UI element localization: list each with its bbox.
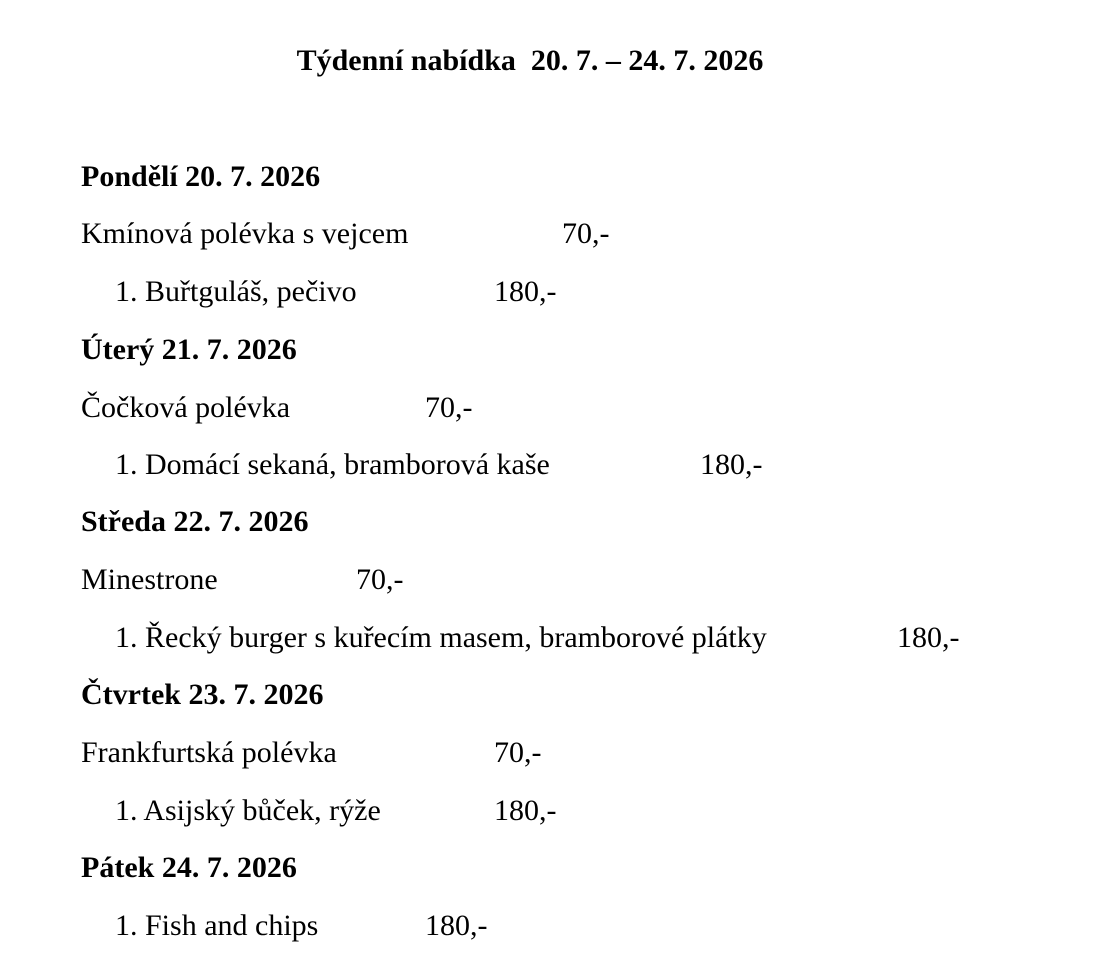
day-heading-monday: Pondělí 20. 7. 2026 (81, 160, 321, 193)
meal-price-monday: 180,- (494, 275, 557, 308)
soup-price-wednesday: 70,- (356, 563, 404, 596)
soup-price-thursday: 70,- (494, 736, 542, 769)
meal-name-tuesday: 1. Domácí sekaná, bramborová kaše (115, 448, 550, 481)
meal-name-friday: 1. Fish and chips (115, 909, 319, 942)
meal-name-thursday: 1. Asijský bůček, rýže (115, 794, 381, 827)
meal-name-wednesday: 1. Řecký burger s kuřecím masem, bramborové plátky (115, 621, 767, 654)
day-heading-tuesday: Úterý 21. 7. 2026 (81, 333, 297, 366)
soup-price-tuesday: 70,- (425, 391, 473, 424)
meal-name-monday: 1. Buřtguláš, pečivo (115, 275, 357, 308)
day-heading-wednesday: Středa 22. 7. 2026 (81, 505, 309, 538)
soup-name-tuesday: Čočková polévka (81, 391, 291, 424)
soup-name-monday: Kmínová polévka s vejcem (81, 217, 409, 250)
meal-price-friday: 180,- (425, 909, 488, 942)
soup-price-monday: 70,- (562, 217, 610, 250)
meal-price-wednesday: 180,- (897, 621, 960, 654)
soup-name-thursday: Frankfurtská polévka (81, 736, 337, 769)
meal-price-tuesday: 180,- (700, 448, 763, 481)
day-heading-friday: Pátek 24. 7. 2026 (81, 851, 297, 884)
meal-price-thursday: 180,- (494, 794, 557, 827)
menu-title: Týdenní nabídka 20. 7. – 24. 7. 2026 (296, 44, 764, 77)
day-heading-thursday: Čtvrtek 23. 7. 2026 (81, 678, 324, 711)
soup-name-wednesday: Minestrone (81, 563, 218, 596)
